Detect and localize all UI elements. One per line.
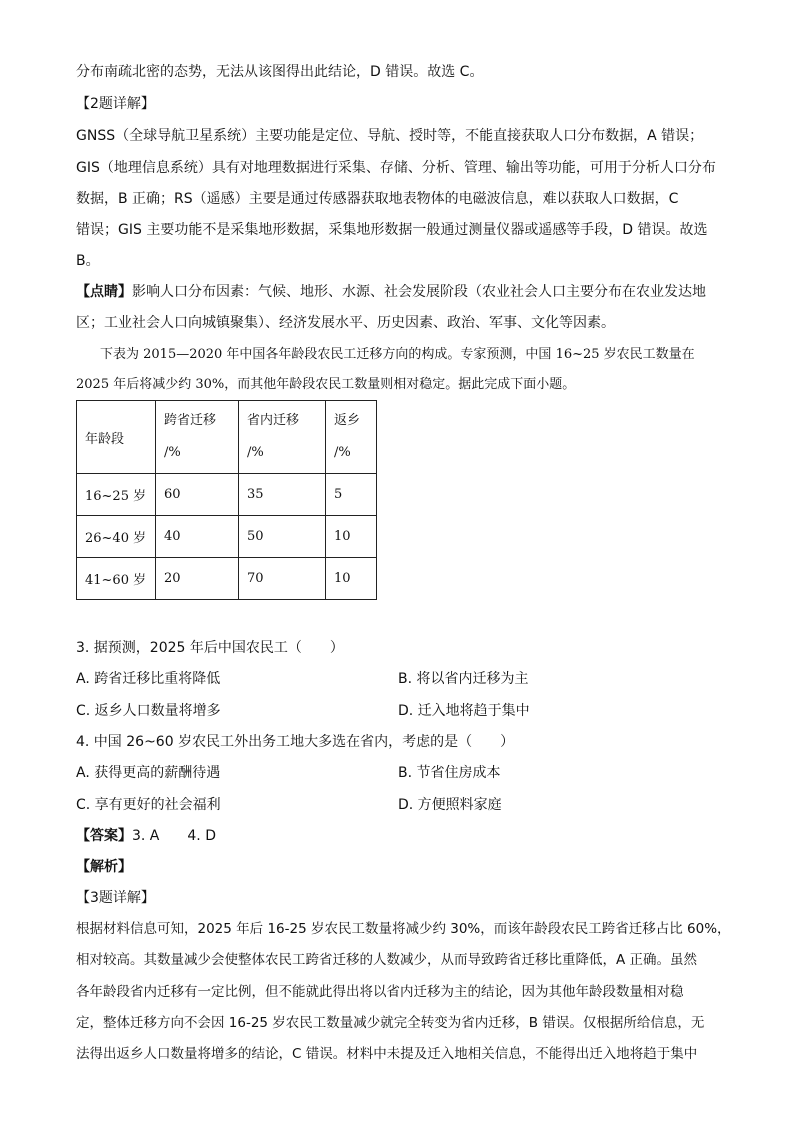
table-row <box>77 558 377 600</box>
paragraph-line: 区；工业社会人口向城镇聚集）、经济发展水平、历史因素、政治、军事、文化等因素。 <box>76 315 615 331</box>
paragraph-line: 各年龄段省内迁移有一定比例，但不能就此得出将以省内迁移为主的结论，因为其他年龄段数量相对稳 <box>76 984 684 1000</box>
q3-option-b: B. 将以省内迁移为主 <box>398 671 529 687</box>
header-cross: 跨省迁移 /% <box>156 401 239 474</box>
cell-within: 35 <box>239 474 326 516</box>
cell-age: 41~60 岁 <box>77 558 156 600</box>
tip-text: 影响人口分布因素：气候、地形、水源、社会发展阶段（农业社会人口主要分布在农业发达地 <box>132 284 706 300</box>
answer-line <box>76 827 216 845</box>
cell-return: 10 <box>326 516 377 558</box>
analysis-label: 【解析】 <box>76 859 132 875</box>
cell-within: 70 <box>239 558 326 600</box>
intro-line: 下表为 2015—2020 年中国各年龄段农民工迁移方向的构成。专家预测，中国 16~25 岁农民工数量在 <box>100 347 695 362</box>
cell-age: 16~25 岁 <box>77 474 156 516</box>
header-within: 省内迁移 /% <box>239 401 326 474</box>
q4-option-a: A. 获得更高的薪酬待遇 <box>76 765 221 781</box>
paragraph-line: 根据材料信息可知，2025 年后 16-25 岁农民工数量将减少约 30%，而该年龄段农民工跨省迁移占比 60%， <box>76 921 731 937</box>
q3-option-d: D. 迁入地将趋于集中 <box>398 703 530 719</box>
q3-option-c: C. 返乡人口数量将增多 <box>76 703 221 719</box>
cell-cross: 40 <box>156 516 239 558</box>
table-row <box>77 516 377 558</box>
header-return: 返乡 /% <box>326 401 377 474</box>
migration-table <box>76 400 377 600</box>
paragraph-line: 定，整体迁移方向不会因 16-25 岁农民工数量减少就完全转变为省内迁移，B 错误。仅根据所给信息，无 <box>76 1015 705 1031</box>
table-row <box>77 474 377 516</box>
cell-cross: 20 <box>156 558 239 600</box>
q3-option-a: A. 跨省迁移比重将降低 <box>76 671 221 687</box>
header-age: 年龄段 <box>77 401 156 474</box>
paragraph-line: 分布南疏北密的态势，无法从该图得出此结论，D 错误。故选 C。 <box>76 64 484 80</box>
paragraph-line: 相对较高。其数量减少会使整体农民工跨省迁移的人数减少，从而导致跨省迁移比重降低，A 正确。虽然 <box>76 952 698 968</box>
intro-line: 2025 年后将减少约 30%，而其他年龄段农民工数量则相对稳定。据此完成下面小题。 <box>76 377 576 392</box>
paragraph-line: 数据，B 正确；RS（遥感）主要是通过传感器获取地表物体的电磁波信息，难以获取人口数据，C <box>76 191 679 207</box>
q4-option-b: B. 节省住房成本 <box>398 765 501 781</box>
tip-label: 【点睛】 <box>76 284 132 300</box>
table-header-row <box>77 401 377 474</box>
paragraph-line: 法得出返乡人口数量将增多的结论，C 错误。材料中未提及迁入地相关信息，不能得出迁入地将趋于集中 <box>76 1046 698 1062</box>
cell-return: 5 <box>326 474 377 516</box>
paragraph-line: GIS（地理信息系统）具有对地理数据进行采集、存储、分析、管理、输出等功能，可用于分析人口分布 <box>76 160 716 176</box>
answer-text: 3. A 4. D <box>132 828 216 844</box>
cell-cross: 60 <box>156 474 239 516</box>
paragraph-line: 错误；GIS 主要功能不是采集地形数据，采集地形数据一般通过测量仪器或遥感等手段，D 错误。故选 <box>76 222 708 238</box>
section-heading: 【3题详解】 <box>76 890 155 906</box>
cell-return: 10 <box>326 558 377 600</box>
q4-option-c: C. 享有更好的社会福利 <box>76 797 221 813</box>
cell-age: 26~40 岁 <box>77 516 156 558</box>
cell-within: 50 <box>239 516 326 558</box>
tip-line <box>76 283 706 301</box>
answer-label: 【答案】 <box>76 828 132 844</box>
question-4-stem: 4. 中国 26~60 岁农民工外出务工地大多选在省内，考虑的是（ ） <box>76 734 515 750</box>
section-heading: 【2题详解】 <box>76 96 155 112</box>
question-3-stem: 3. 据预测，2025 年后中国农民工（ ） <box>76 640 344 656</box>
paragraph-line: B。 <box>76 253 100 269</box>
q4-option-d: D. 方便照料家庭 <box>398 797 502 813</box>
paragraph-line: GNSS（全球导航卫星系统）主要功能是定位、导航、授时等，不能直接获取人口分布数据，A 错误； <box>76 128 704 144</box>
